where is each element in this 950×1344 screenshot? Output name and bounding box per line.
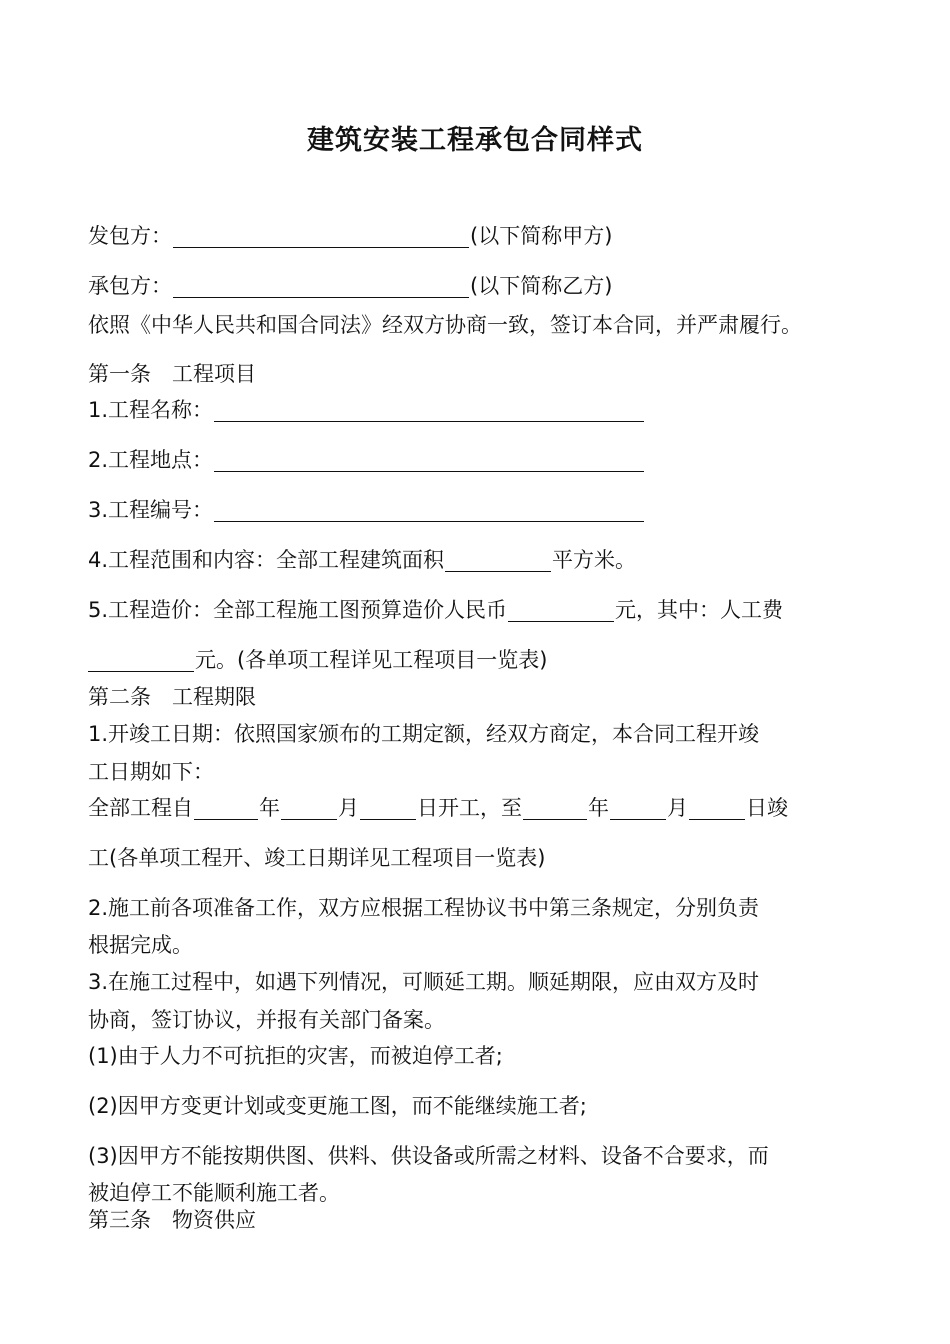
dates-text-5: 年 [588, 796, 609, 820]
party-b-suffix: (以下简称乙方) [470, 274, 613, 298]
start-year-blank[interactable] [194, 797, 258, 820]
start-month-blank[interactable] [281, 797, 337, 820]
party-b-label: 承包方： [88, 274, 172, 298]
end-month-blank[interactable] [610, 797, 666, 820]
schedule-item-3-line2: 协商，签订协议，并报有关部门备案。 [88, 1008, 445, 1032]
party-b-blank[interactable] [173, 275, 469, 298]
dates-text-6: 月 [667, 796, 688, 820]
labor-cost-blank[interactable] [88, 649, 194, 672]
schedule-dates-line [88, 796, 868, 820]
schedule-dates-line2: 工(各单项工程开、竣工日期详见工程项目一览表) [88, 846, 546, 870]
party-a-line [88, 224, 868, 248]
project-location-blank[interactable] [214, 449, 644, 472]
schedule-item-2-line2: 根据完成。 [88, 933, 193, 957]
dates-text-7: 日竣 [746, 796, 788, 820]
party-a-blank[interactable] [173, 225, 469, 248]
project-scope-line [88, 548, 868, 572]
start-day-blank[interactable] [360, 797, 416, 820]
project-cost-mid: 元，其中：人工费 [615, 598, 784, 622]
party-a-suffix: (以下简称甲方) [470, 224, 613, 248]
project-name-label: 1.工程名称： [88, 398, 214, 422]
project-name-blank[interactable] [214, 399, 644, 422]
project-number-label: 3.工程编号： [88, 498, 214, 522]
labor-cost-line [88, 648, 868, 672]
project-number-blank[interactable] [214, 499, 644, 522]
project-cost-text: 5.工程造价：全部工程施工图预算造价人民币 [88, 598, 508, 622]
extension-case-3-line1: (3)因甲方不能按期供图、供料、供设备或所需之材料、设备不合要求，而 [88, 1144, 769, 1168]
extension-case-1: (1)由于人力不可抗拒的灾害，而被迫停工者; [88, 1044, 503, 1068]
dates-text-1: 全部工程自 [88, 796, 193, 820]
schedule-item-2-line1: 2.施工前各项准备工作，双方应根据工程协议书中第三条规定，分别负责 [88, 896, 760, 920]
dates-text-3: 月 [338, 796, 359, 820]
party-a-label: 发包方： [88, 224, 172, 248]
project-scope-text: 4.工程范围和内容：全部工程建筑面积 [88, 548, 445, 572]
extension-case-2: (2)因甲方变更计划或变更施工图，而不能继续施工者; [88, 1094, 587, 1118]
project-location-line [88, 448, 868, 472]
project-cost-line [88, 598, 868, 622]
article-2-heading: 第二条 工程期限 [88, 685, 256, 709]
preamble: 依照《中华人民共和国合同法》经双方协商一致，签订本合同，并严肃履行。 [88, 313, 802, 337]
dates-text-4: 日开工，至 [417, 796, 522, 820]
total-cost-blank[interactable] [508, 599, 614, 622]
end-day-blank[interactable] [689, 797, 745, 820]
article-1-heading: 第一条 工程项目 [88, 362, 256, 386]
building-area-blank[interactable] [445, 549, 551, 572]
schedule-item-1-line1: 1.开竣工日期：依照国家颁布的工期定额，经双方商定，本合同工程开竣 [88, 722, 760, 746]
extension-case-3-line2: 被迫停工不能顺利施工者。 [88, 1181, 340, 1205]
schedule-item-1-line2: 工日期如下： [88, 760, 214, 784]
dates-text-2: 年 [259, 796, 280, 820]
document-title: 建筑安装工程承包合同样式 [307, 125, 643, 156]
labor-cost-text: 元。(各单项工程详见工程项目一览表) [195, 648, 548, 672]
article-3-heading: 第三条 物资供应 [88, 1208, 256, 1232]
project-scope-unit: 平方米。 [552, 548, 637, 572]
party-b-line [88, 274, 868, 298]
project-location-label: 2.工程地点： [88, 448, 214, 472]
project-number-line [88, 498, 868, 522]
project-name-line [88, 398, 868, 422]
end-year-blank[interactable] [523, 797, 587, 820]
schedule-item-3-line1: 3.在施工过程中，如遇下列情况，可顺延工期。顺延期限，应由双方及时 [88, 970, 760, 994]
